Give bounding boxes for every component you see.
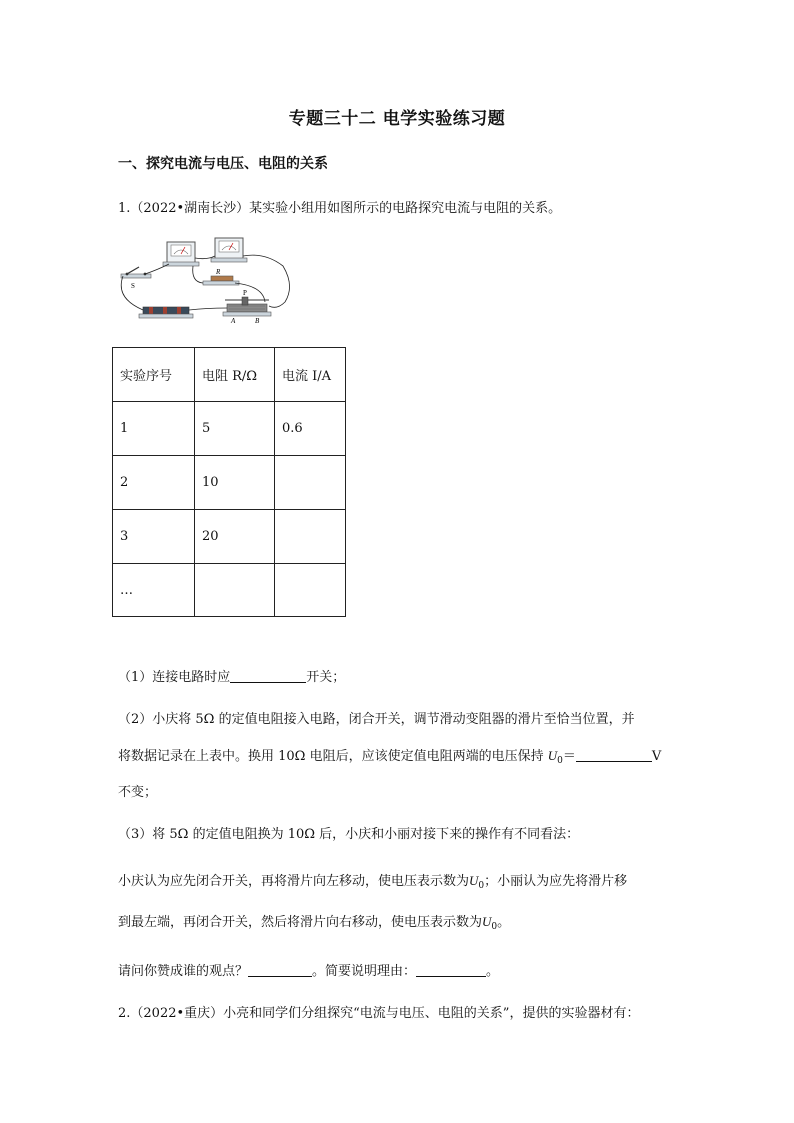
switch-label: S <box>131 282 135 290</box>
table-cell: 2 <box>113 456 195 510</box>
part-2-line-2 <box>118 745 661 766</box>
part-1-text: （1）连接电路时应 <box>118 670 231 685</box>
table-cell <box>275 456 346 510</box>
voltage-symbol: U <box>469 873 479 888</box>
question-2-stem: 2.（2022•重庆）小亮和同学们分组探究“电流与电压、电阻的关系”，提供的实验器材有： <box>118 1006 640 1021</box>
table-cell <box>275 564 346 617</box>
terminal-b-label: B <box>255 317 260 325</box>
section-heading: 一、探究电流与电压、电阻的关系 <box>118 156 328 172</box>
part-3-text: 。 <box>497 915 511 930</box>
part-3-line-2 <box>118 870 627 891</box>
table-row <box>113 510 346 564</box>
table-row <box>113 564 346 617</box>
battery-icon <box>139 307 193 318</box>
part-3-text: ；小丽认为应先将滑片移 <box>484 874 628 889</box>
voltage-subscript: 0 <box>478 881 485 891</box>
part-3-line-4 <box>118 960 499 979</box>
part-3-line-3 <box>118 911 510 932</box>
equals-sign: ＝ <box>562 749 576 764</box>
table-cell: 10 <box>195 456 275 510</box>
table-cell: … <box>113 564 195 617</box>
data-table <box>112 347 346 617</box>
part-2-text: 将数据记录在上表中。换用 10Ω 电阻后，应该使定值电阻两端的电压保持 <box>118 749 544 764</box>
resistor-label: R <box>216 268 221 276</box>
rheostat-icon <box>223 297 271 316</box>
part-3-text: 到最左端，再闭合开关，然后将滑片向右移动，使电压表示数为 <box>118 915 483 930</box>
terminal-a-label: A <box>231 317 236 325</box>
answer-blank[interactable] <box>248 962 312 977</box>
table-row <box>113 402 346 456</box>
part-3-text: 小庆认为应先闭合开关，再将滑片向左移动，使电压表示数为 <box>118 874 470 889</box>
header-cell-index: 实验序号 <box>113 348 195 402</box>
header-cell-resistance: 电阻 R/Ω <box>195 348 275 402</box>
ammeter-icon <box>163 242 199 266</box>
question-1-stem: 1.（2022•湖南长沙）某实验小组用如图所示的电路探究电流与电阻的关系。 <box>118 201 562 216</box>
part-2-line-3: 不变； <box>118 785 158 800</box>
table-row <box>113 456 346 510</box>
answer-blank[interactable] <box>576 747 652 762</box>
table-cell <box>275 510 346 564</box>
table-cell: 3 <box>113 510 195 564</box>
voltmeter-icon <box>211 238 247 262</box>
answer-blank[interactable] <box>416 962 486 977</box>
answer-blank[interactable] <box>230 668 306 683</box>
voltage-subscript: 0 <box>557 756 563 766</box>
part-3-line-1: （3）将 5Ω 的定值电阻换为 10Ω 后，小庆和小丽对接下来的操作有不同看法： <box>118 827 580 842</box>
table-cell: 0.6 <box>275 402 346 456</box>
unit-label: V <box>651 749 662 764</box>
table-cell: 20 <box>195 510 275 564</box>
switch-icon <box>121 267 151 278</box>
part-1 <box>118 666 345 685</box>
page-title: 专题三十二 电学实验练习题 <box>288 109 506 129</box>
table-header-row <box>113 348 346 402</box>
header-cell-current: 电流 I/A <box>275 348 346 402</box>
part-2-line-1: （2）小庆将 5Ω 的定值电阻接入电路，闭合开关，调节滑动变阻器的滑片至恰当位置，并 <box>118 712 635 727</box>
circuit-diagram <box>115 236 295 328</box>
table-cell <box>195 564 275 617</box>
voltage-symbol: U <box>482 914 492 929</box>
part-3-text: 。简要说明理由： <box>312 964 417 979</box>
voltage-subscript: 0 <box>491 922 498 932</box>
resistor-icon <box>203 276 239 285</box>
table-cell: 1 <box>113 402 195 456</box>
part-3-text: 请问你赞成谁的观点？ <box>118 964 249 979</box>
slider-label: P <box>243 289 247 297</box>
part-1-text-end: 开关； <box>306 670 346 685</box>
table-cell: 5 <box>195 402 275 456</box>
part-3-text: 。 <box>486 964 500 979</box>
voltage-symbol: U <box>547 748 558 763</box>
